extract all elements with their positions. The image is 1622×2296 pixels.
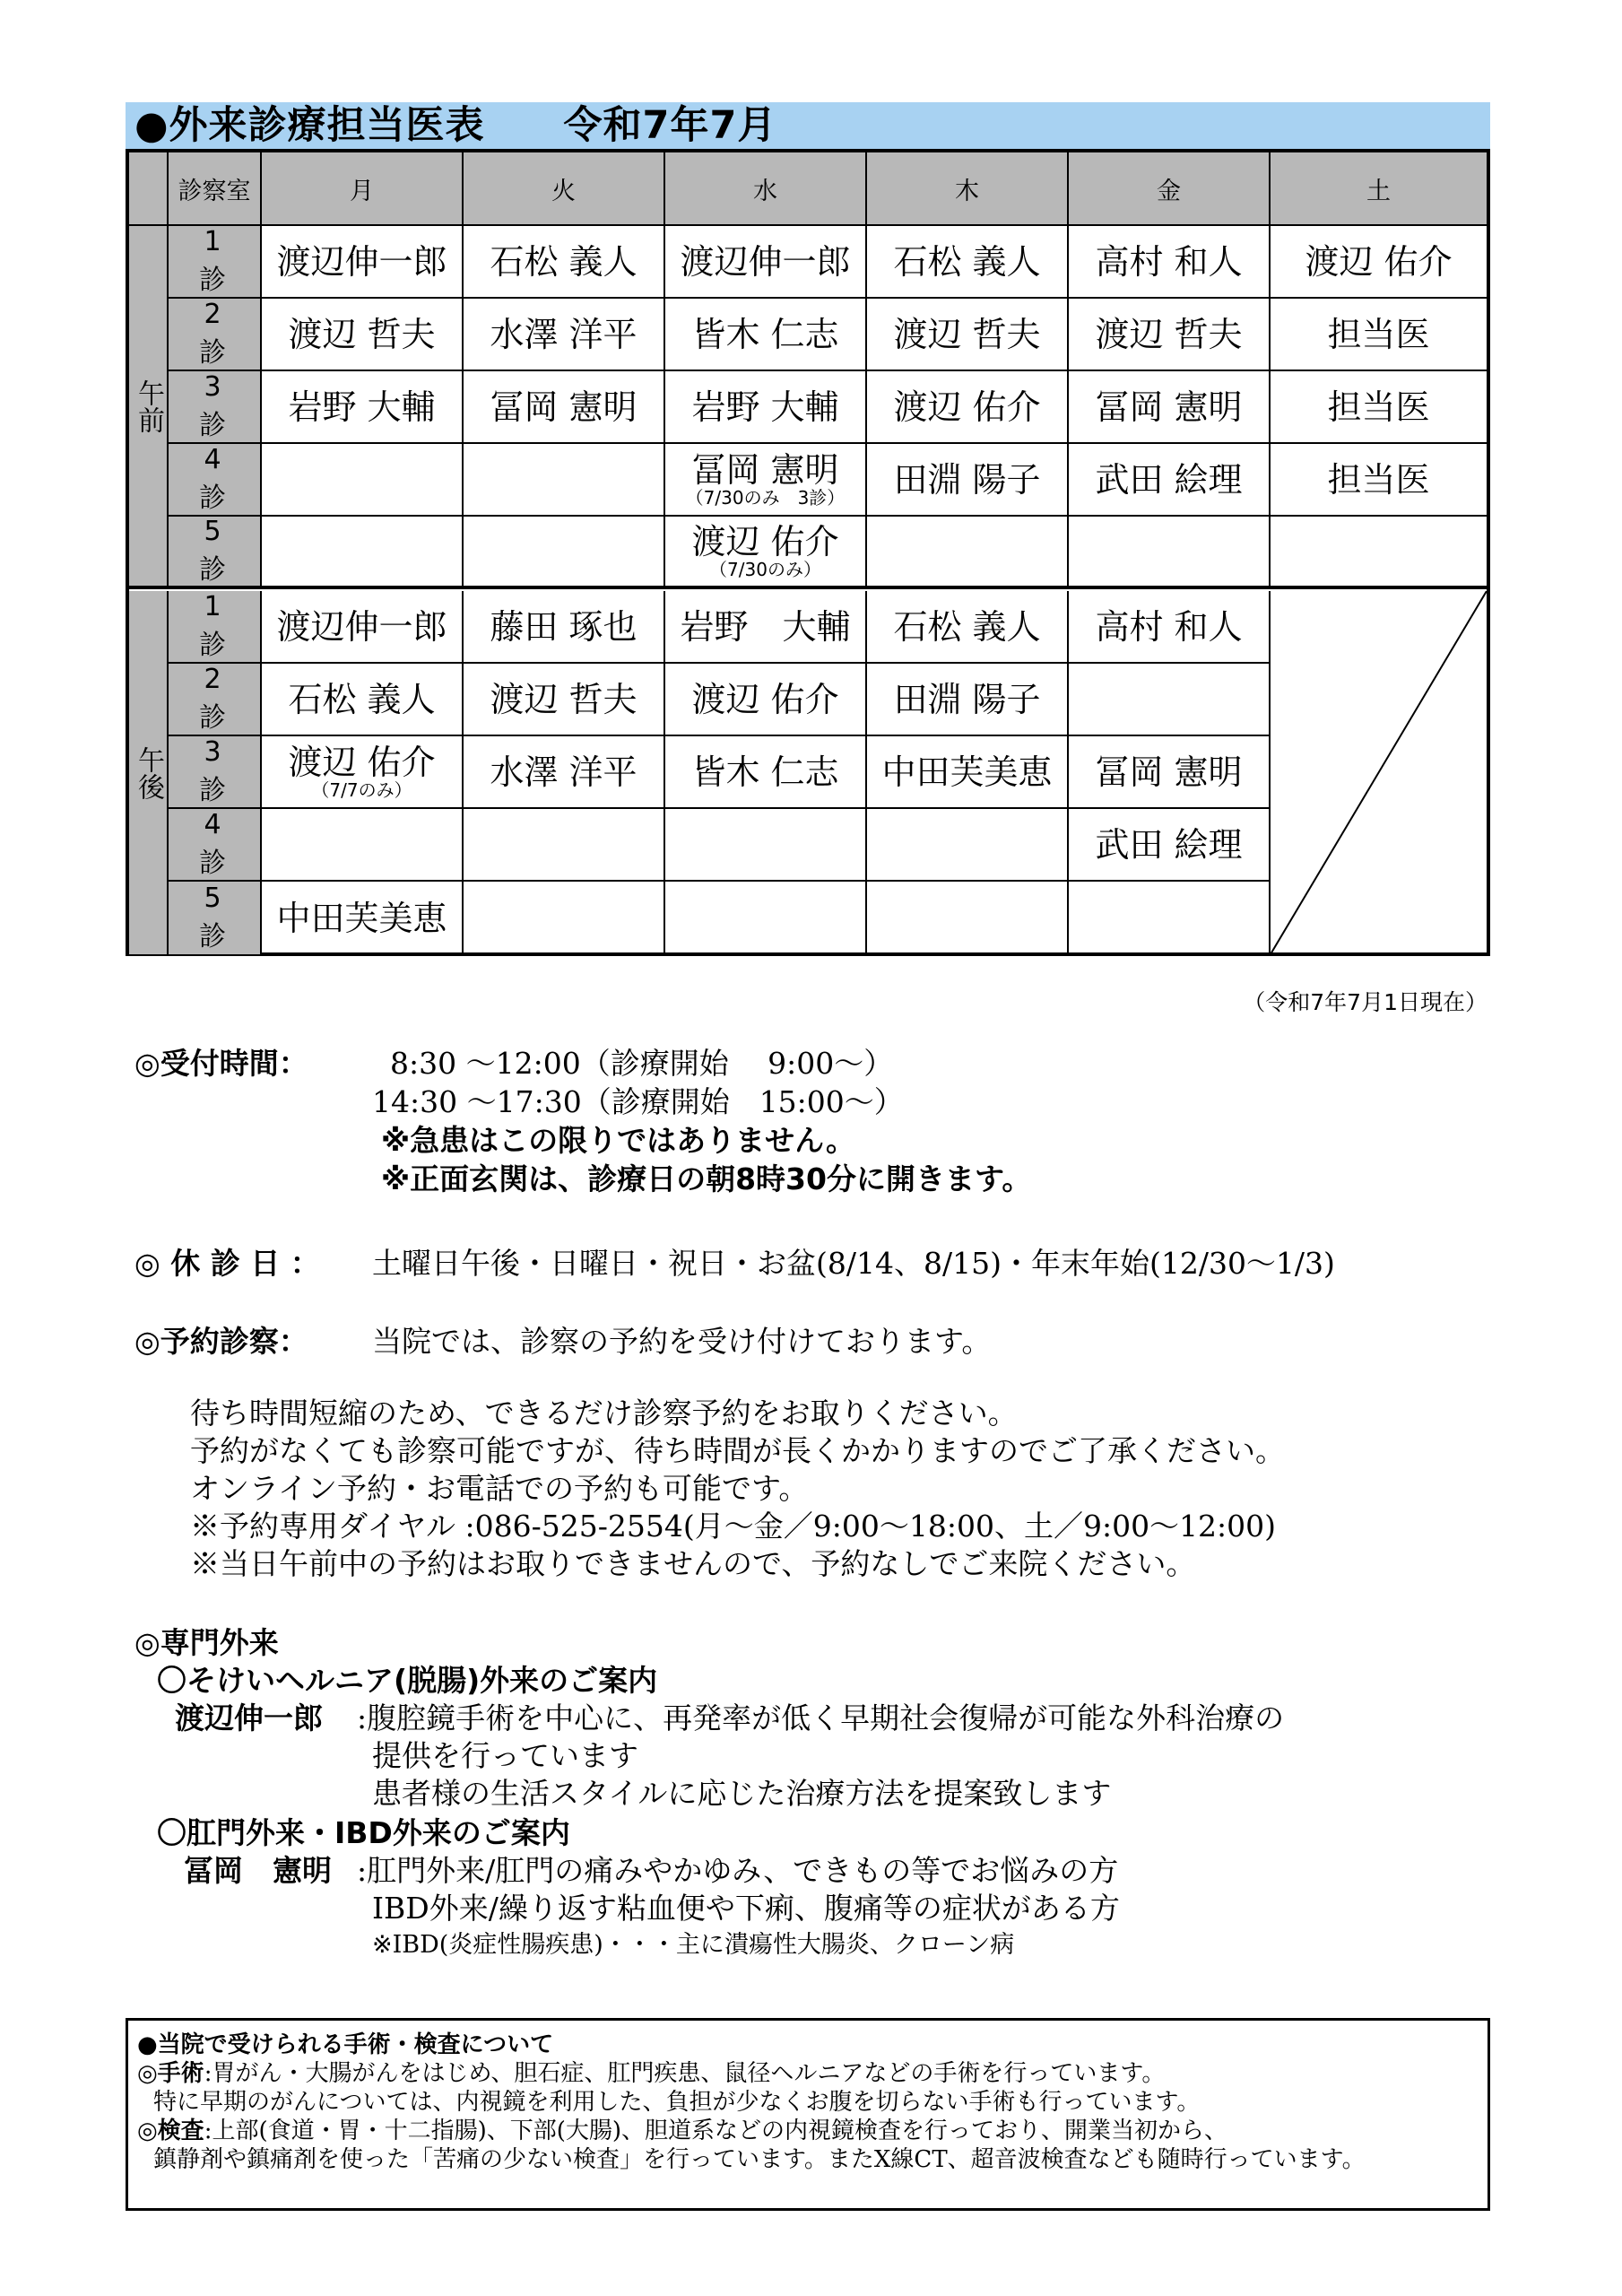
doctor-cell (1069, 517, 1271, 589)
header-day (262, 152, 464, 226)
doctor-cell (262, 226, 464, 299)
special-heading: ◎専門外来 (134, 1625, 279, 1660)
anal-line: IBD外来/繰り返す粘血便や下痢、腹痛等の症状がある方 (372, 1891, 1120, 1926)
doctor-cell (262, 371, 464, 444)
doctor-cell (464, 444, 665, 517)
period-label: 午後 (133, 745, 164, 800)
doctor-cell (1271, 226, 1487, 299)
reception-label: ◎受付時間： (134, 1046, 308, 1081)
doctor-cell (262, 664, 464, 736)
doctor-cell (464, 226, 665, 299)
doctor-name: 渡辺 哲夫 (288, 314, 436, 354)
doctor-cell (1271, 371, 1487, 444)
doctor-name: 冨岡 憲明 (1095, 752, 1243, 792)
doctor-cell (1069, 444, 1271, 517)
doctor-name: 水澤 洋平 (490, 314, 638, 354)
doctor-name: 高村 和人 (1095, 241, 1243, 282)
room-label: 2 診 (199, 299, 240, 369)
reservation-label: ◎予約診察： (134, 1324, 308, 1359)
doctor-cell (665, 371, 867, 444)
doctor-cell (464, 517, 665, 589)
doctor-note: （7/30のみ 3診） (685, 486, 846, 509)
doctor-name: 水澤 洋平 (490, 752, 638, 792)
reception-hours-am: 8:30 ～12:00（診療開始 9:00～） (390, 1046, 894, 1081)
ibd-note: ※IBD(炎症性腸疾患)・・・主に潰瘍性大腸炎、クローン病 (372, 1931, 1015, 1959)
doctor-cell (262, 517, 464, 589)
exam-label: ◎検査 (137, 2118, 204, 2144)
doctor-name: 武田 絵理 (1095, 459, 1243, 500)
hernia-line: :腹腔鏡手術を中心に、再発率が低く早期社会復帰が可能な外科治療の (357, 1700, 1285, 1735)
doctor-name: 冨岡 憲明 (490, 387, 638, 427)
doctor-name: 田淵 陽子 (893, 459, 1041, 500)
reservation-phone: ※予約専用ダイヤル :086-525-2554(月～金／9:00～18:00、土／9:00～12:00) (190, 1509, 1277, 1544)
doctor-cell (665, 591, 867, 664)
surgery-info-box (126, 2018, 1490, 2211)
doctor-name: 渡辺 哲夫 (490, 679, 638, 719)
doctor-cell (867, 226, 1069, 299)
doctor-cell (464, 736, 665, 809)
period-label: 午前 (133, 378, 164, 433)
room-cell (169, 591, 262, 664)
doctor-cell (867, 591, 1069, 664)
doctor-note: （7/30のみ） (709, 558, 821, 580)
header-room-label: 診察室 (178, 177, 251, 205)
doctor-cell (665, 809, 867, 882)
exam-text-2: 鎮静剤や鎮痛剤を使った「苦痛の少ない検査」を行っています。またX線CT、超音波検査なども随時行っています。 (153, 2146, 1366, 2173)
period-label-cell (129, 591, 169, 954)
doctor-name: 岩野 大輔 (288, 387, 436, 427)
reservation-line: 予約がなくても診察可能ですが、待ち時間が長くかかりますのでご了承ください。 (190, 1433, 1285, 1468)
reservation-line: オンライン予約・お電話での予約も可能です。 (190, 1471, 809, 1506)
doctor-cell (867, 444, 1069, 517)
reservation-text: 当院では、診察の予約を受け付けております。 (372, 1324, 992, 1359)
doctor-cell (1069, 809, 1271, 882)
hernia-line: 患者様の生活スタイルに応じた治療方法を提案致します (372, 1776, 1112, 1811)
header-day-label: 金 (1157, 177, 1181, 205)
doctor-cell (665, 226, 867, 299)
diagonal-slash (1271, 591, 1487, 954)
doctor-name: 中田芙美恵 (881, 752, 1053, 792)
header-day (1271, 152, 1487, 226)
doctor-cell (262, 882, 464, 954)
anal-doctor: 冨岡 憲明 (184, 1853, 332, 1888)
doctor-name: 皆木 仁志 (691, 314, 839, 354)
doctor-cell (464, 591, 665, 664)
doctor-cell (665, 444, 867, 517)
reservation-line: 待ち時間短縮のため、できるだけ診察予約をお取りください。 (190, 1396, 1018, 1431)
exam-text: :上部(食道・胃・十二指腸)、下部(大腸)、胆道系などの内視鏡検査を行っており、開業当初から、 (204, 2118, 1228, 2144)
doctor-cell (665, 736, 867, 809)
doctor-cell (867, 809, 1069, 882)
room-cell (169, 809, 262, 882)
room-label: 5 診 (199, 883, 240, 952)
doctor-cell (464, 809, 665, 882)
doctor-cell (464, 371, 665, 444)
doctor-name: 冨岡 憲明 (691, 449, 839, 490)
doctor-name: 石松 義人 (893, 241, 1041, 282)
doctor-cell (262, 299, 464, 371)
doctor-name: 石松 義人 (893, 606, 1041, 647)
hernia-line: 提供を行っています (372, 1738, 638, 1773)
schedule-table (126, 149, 1490, 956)
doctor-cell (665, 517, 867, 589)
doctor-name: 担当医 (1327, 314, 1430, 354)
doctor-cell (262, 444, 464, 517)
room-label: 5 診 (199, 517, 240, 586)
doctor-name: 岩野 大輔 (691, 387, 839, 427)
doctor-cell (867, 299, 1069, 371)
anal-heading: 〇肛門外来・IBD外来のご案内 (157, 1815, 570, 1850)
doctor-name: 渡辺 佑介 (1305, 241, 1453, 282)
reception-note-emergency: ※急患はこの限りではありません。 (381, 1123, 856, 1158)
doctor-cell (1271, 517, 1487, 589)
room-label: 2 診 (199, 664, 240, 734)
doctor-cell (262, 591, 464, 664)
doctor-name: 渡辺伸一郎 (276, 606, 447, 647)
closed-days-text: 土曜日午後・日曜日・祝日・お盆(8/14、8/15)・年末年始(12/30～1/3) (372, 1246, 1335, 1281)
doctor-name: 渡辺 哲夫 (893, 314, 1041, 354)
reservation-line: ※当日午前中の予約はお取りできませんので、予約なしでご来院ください。 (190, 1546, 1196, 1581)
header-room (169, 152, 262, 226)
room-cell (169, 882, 262, 954)
doctor-note: （7/7のみ） (311, 778, 412, 801)
room-label: 4 診 (199, 444, 240, 514)
doctor-cell (1069, 736, 1271, 809)
saturday-pm-closed (1271, 591, 1487, 954)
doctor-cell (1069, 882, 1271, 954)
doctor-cell (262, 736, 464, 809)
period-label-cell (129, 226, 169, 589)
hernia-doctor: 渡辺伸一郎 (175, 1700, 323, 1735)
doctor-name: 中田芙美恵 (276, 898, 447, 938)
room-cell (169, 226, 262, 299)
doctor-cell (1069, 591, 1271, 664)
doctor-name: 渡辺 佑介 (893, 387, 1041, 427)
room-label: 3 診 (199, 371, 240, 441)
header-day-label: 水 (753, 177, 777, 205)
doctor-cell (1271, 444, 1487, 517)
doctor-name: 石松 義人 (288, 679, 436, 719)
room-cell (169, 299, 262, 371)
doctor-cell (262, 809, 464, 882)
doctor-cell (867, 736, 1069, 809)
doctor-cell (1069, 664, 1271, 736)
doctor-name: 渡辺 佑介 (691, 521, 839, 561)
doctor-name: 渡辺 哲夫 (1095, 314, 1243, 354)
doctor-name: 渡辺伸一郎 (680, 241, 851, 282)
room-cell (169, 444, 262, 517)
doctor-name: 武田 絵理 (1095, 824, 1243, 865)
doctor-name: 藤田 琢也 (490, 606, 638, 647)
header-day-label: 木 (955, 177, 979, 205)
anal-line: :肛門外来/肛門の痛みやかゆみ、できもの等でお悩みの方 (357, 1853, 1119, 1888)
room-label: 4 診 (199, 809, 240, 879)
doctor-cell (867, 664, 1069, 736)
doctor-cell (1069, 371, 1271, 444)
header-day (867, 152, 1069, 226)
room-label: 1 診 (199, 226, 240, 296)
room-label: 1 診 (199, 591, 240, 661)
reception-note-entrance: ※正面玄関は、診療日の朝8時30分に開きます。 (381, 1161, 1032, 1196)
doctor-cell (665, 299, 867, 371)
header-day-label: 土 (1366, 177, 1391, 205)
doctor-name: 冨岡 憲明 (1095, 387, 1243, 427)
doctor-cell (464, 299, 665, 371)
header-day (1069, 152, 1271, 226)
surgery-text: :胃がん・大腸がんをはじめ、胆石症、肛門疾患、鼠径ヘルニアなどの手術を行っています。 (204, 2060, 1166, 2087)
room-cell (169, 371, 262, 444)
doctor-cell (1271, 299, 1487, 371)
reception-hours-pm: 14:30 ～17:30（診療開始 15:00～） (372, 1084, 904, 1119)
as-of-date: （令和7年7月1日現在） (1243, 989, 1488, 1015)
doctor-name: 担当医 (1327, 387, 1430, 427)
closed-days-label: ◎ 休 診 日 ： (134, 1246, 320, 1281)
doctor-name: 石松 義人 (490, 241, 638, 282)
doctor-name: 田淵 陽子 (893, 679, 1041, 719)
doctor-name: 担当医 (1327, 459, 1430, 500)
doctor-name: 渡辺伸一郎 (276, 241, 447, 282)
doctor-name: 岩野 大輔 (680, 606, 851, 647)
doctor-cell (867, 371, 1069, 444)
doctor-cell (464, 664, 665, 736)
room-cell (169, 517, 262, 589)
doctor-cell (464, 882, 665, 954)
doctor-cell (1069, 226, 1271, 299)
doctor-cell (1069, 299, 1271, 371)
doctor-cell (867, 882, 1069, 954)
doctor-name: 渡辺 佑介 (691, 679, 839, 719)
doctor-name: 皆木 仁志 (691, 752, 839, 792)
room-cell (169, 736, 262, 809)
room-label: 3 診 (199, 736, 240, 806)
surgery-label: ◎手術 (137, 2060, 204, 2087)
surgery-text-2: 特に早期のがんについては、内視鏡を利用した、負担が少なくお腹を切らない手術も行っています。 (153, 2089, 1201, 2116)
page-title: ●外来診療担当医表 令和7年7月 (134, 103, 777, 148)
doctor-name: 高村 和人 (1095, 606, 1243, 647)
header-day (464, 152, 665, 226)
surgery-box-heading: ●当院で受けられる手術・検査について (137, 2031, 554, 2058)
header-day-label: 火 (551, 177, 576, 205)
doctor-cell (665, 882, 867, 954)
doctor-cell (665, 664, 867, 736)
header-day (665, 152, 867, 226)
room-cell (169, 664, 262, 736)
header-corner (129, 152, 169, 226)
doctor-cell (867, 517, 1069, 589)
doctor-name: 渡辺 佑介 (288, 742, 436, 782)
hernia-heading: 〇そけいヘルニア(脱腸)外来のご案内 (157, 1663, 658, 1698)
header-day-label: 月 (350, 177, 374, 205)
